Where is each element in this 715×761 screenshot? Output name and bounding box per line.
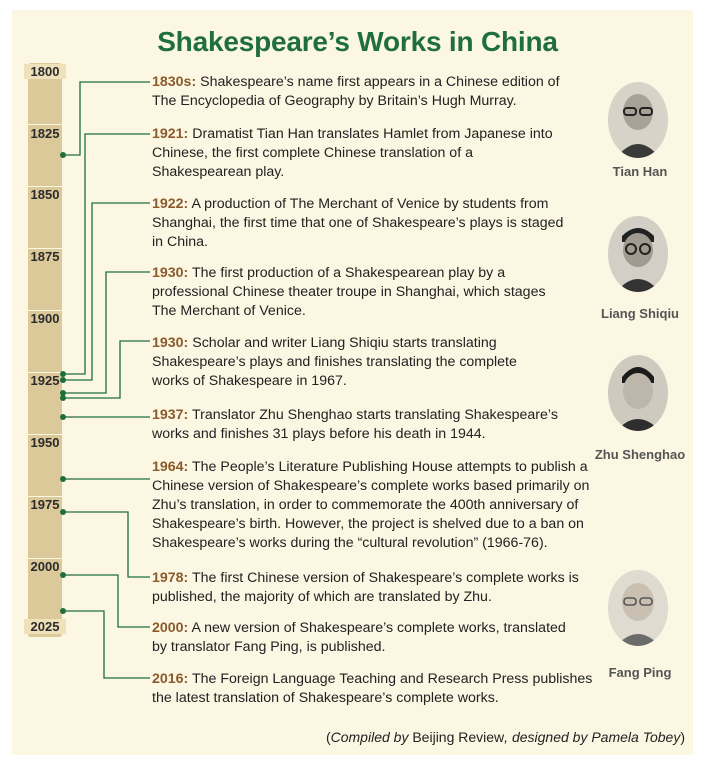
entry-year: 2016:: [152, 671, 189, 687]
entry-text: Dramatist Tian Han translates Hamlet from Japanese into Chinese, the first complete Chinese translation of a Shakespearean play.: [152, 126, 553, 180]
person-silhouette-icon: [608, 216, 668, 292]
entry-text: A new version of Shakespeare’s complete works, translated by translator Fang Ping, is published.: [152, 620, 566, 655]
entry-text: The first Chinese version of Shakespeare’s complete works is published, the majority of which are translated by Zhu.: [152, 570, 579, 605]
entry-year: 1830s:: [152, 74, 197, 90]
axis-year-label: 1875: [30, 249, 60, 264]
timeline-entry: [152, 569, 592, 607]
timeline-dot: [60, 608, 66, 614]
person-silhouette-icon: [608, 82, 668, 158]
connector-line: [63, 82, 150, 155]
entry-year: 1937:: [152, 407, 189, 423]
timeline-dot: [60, 371, 66, 377]
entry-year: 1930:: [152, 265, 189, 281]
timeline-entry: [152, 264, 572, 321]
portrait-caption: Zhu Shenghao: [594, 447, 686, 462]
timeline-dot: [60, 377, 66, 383]
entry-text: The first production of a Shakespearean play by a professional Chinese theater troupe in Shanghai, which stages The Merchant of Venice.: [152, 265, 546, 319]
person-silhouette-icon: [608, 570, 668, 646]
timeline-entry: [152, 195, 567, 252]
credit-designed-by: , designed by Pamela Tobey: [504, 729, 681, 745]
timeline-dot: [60, 395, 66, 401]
axis-year-label: 1975: [30, 497, 60, 512]
connector-line: [63, 611, 150, 678]
timeline-dot: [60, 509, 66, 515]
credit-publication: Beijing Review: [412, 729, 505, 745]
axis-year-label: 1825: [30, 126, 60, 141]
portrait-photo: [608, 216, 668, 292]
timeline-entry: [152, 670, 602, 708]
credit-open-paren: (: [325, 729, 331, 745]
timeline-dot: [60, 414, 66, 420]
timeline-entry: [152, 619, 572, 657]
entry-text: A production of The Merchant of Venice by students from Shanghai, the first time that one of Shakespeare’s plays is staged in China.: [152, 196, 564, 250]
entry-text: Scholar and writer Liang Shiqiu starts translating Shakespeare’s plays and finishes translating the complete works of Shakespeare in 1967.: [152, 335, 517, 389]
credit-compiled-by: Compiled by: [330, 729, 409, 745]
axis-year-label: 1850: [30, 187, 60, 202]
person-silhouette-icon: [608, 355, 668, 431]
axis-year-label: 1925: [30, 373, 60, 388]
timeline-entry: [152, 125, 562, 182]
portrait-caption: Tian Han: [612, 164, 668, 179]
timeline-entry: [152, 406, 592, 444]
entry-text: Translator Zhu Shenghao starts translating Shakespeare’s works and finishes 31 plays before his death in 1944.: [152, 407, 558, 442]
entry-year: 1978:: [152, 570, 189, 586]
axis-year-label: 1900: [30, 311, 60, 326]
credit-line: [326, 729, 685, 745]
entry-year: 1921:: [152, 126, 189, 142]
portrait-photo: [608, 355, 668, 431]
timeline-dot: [60, 152, 66, 158]
portrait-photo: [608, 82, 668, 158]
entry-year: 1964:: [152, 459, 189, 475]
connector-line: [63, 272, 150, 393]
entry-year: 1922:: [152, 196, 189, 212]
timeline-entry: [152, 334, 552, 391]
axis-year-label: 2000: [30, 559, 60, 574]
entry-year: 1930:: [152, 335, 189, 351]
connector-line: [63, 575, 150, 627]
credit-close-paren: ): [680, 729, 685, 745]
connector-line: [63, 512, 150, 577]
axis-year-label: 1800: [24, 64, 66, 79]
axis-year-label: 2025: [24, 619, 66, 634]
portrait-caption: Liang Shiqiu: [601, 306, 679, 321]
axis-year-label: 1950: [30, 435, 60, 450]
entry-text: Shakespeare’s name first appears in a Chinese edition of The Encyclopedia of Geography by Britain’s Hugh Murray.: [152, 74, 560, 109]
timeline-entry: [152, 458, 608, 553]
timeline-entry: [152, 73, 572, 111]
page-title: Shakespeare’s Works in China: [157, 26, 558, 57]
entry-text: The Foreign Language Teaching and Research Press publishes the latest translation of Shakespeare’s complete works.: [152, 671, 593, 706]
timeline-dot: [60, 572, 66, 578]
timeline-dot: [60, 476, 66, 482]
portrait-photo: [608, 570, 668, 646]
entry-year: 2000:: [152, 620, 189, 636]
portrait-caption: Fang Ping: [608, 665, 672, 680]
entry-text: The People’s Literature Publishing House attempts to publish a Chinese version of Shakespeare’s complete works based primarily on Zhu’s translation, in order to commemorate the 400th anniversary of Shakespeare’s birth. However, the project is shelved due to a ban on Shakespeare’s works during the “cultural revolution” (1966-76).: [152, 459, 590, 551]
